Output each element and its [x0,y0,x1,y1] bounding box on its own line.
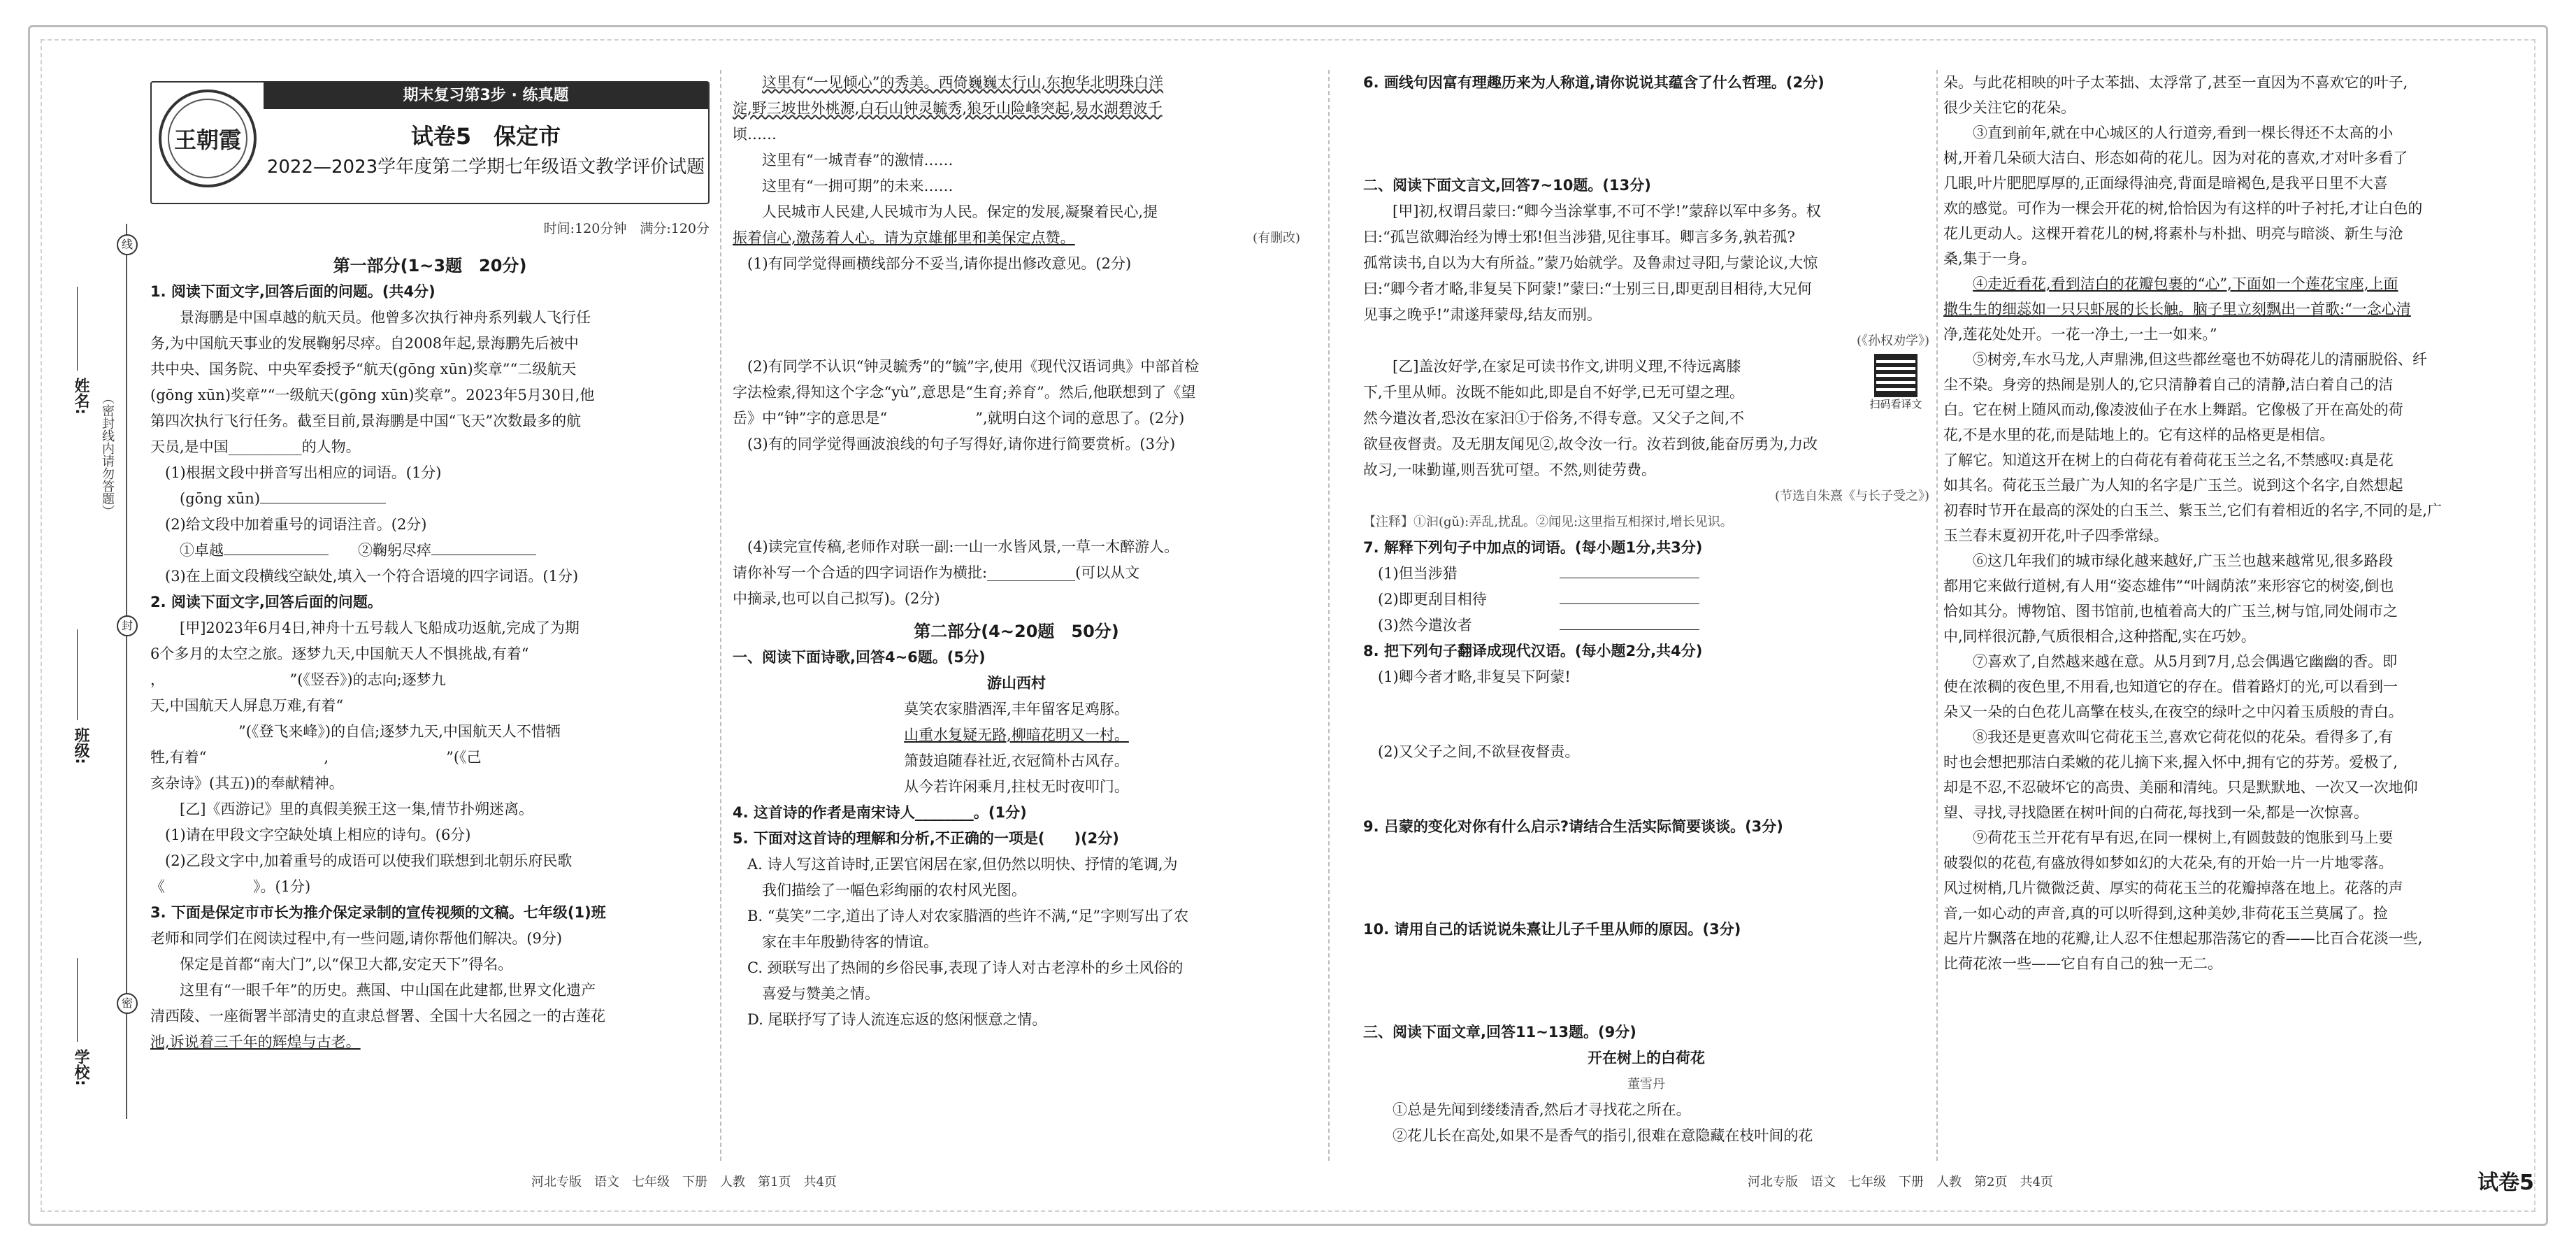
q1-text-line: (gōng xūn)奖章”“一级航天(gōng xūn)奖章”。2023年5月30日,他 [150,387,595,403]
jia-source: (《孙权劝学》) [1856,334,1929,348]
q3-intro-line: 淀,野三坡世外桃源,白石山钟灵毓秀,狼牙山险峰突起,易水湖碧波千 [733,100,1163,117]
q1-text-line: 景海鹏是中国卓越的航天员。他曾多次执行神舟系列载人飞行任 [180,309,591,326]
q7-item-2: (2)即更刮目相待 [1378,591,1487,608]
section-3-heading: 三、阅读下面文章,回答11~13题。(9分) [1363,1024,1636,1041]
essay-line: 花儿更动人。这棵开着花儿的树,将素朴与朴拙、明亮与暗淡、新生与沧 [1943,225,2403,242]
q7: 7. 解释下列句子中加点的词语。(每小题1分,共3分) [1363,539,1703,556]
binding-mark-feng: 封 [117,615,138,636]
binding-line [126,224,127,1119]
essay-line: 白。它在树上随风而动,像凌波仙子在水上舞蹈。它像极了开在高处的荷 [1943,401,2403,418]
q2-sub2-cont: 《 》。(1分) [150,878,311,895]
q1-sub1: (1)根据文段中拼音写出相应的词语。(1分) [165,464,442,481]
q5-option-c-cont: 喜爱与赞美之情。 [762,985,879,1002]
essay-line: 朵又一朵的白色花儿高擎在枝头,在夜空的绿叶之中闪着玉质般的青白。 [1943,703,2403,720]
yi-source: (节选自朱熹《与长子受之》) [1774,489,1929,503]
q1-text-line: 天员,是中国__________的人物。 [150,438,361,455]
jia-text-line: 曰:“卿今者才略,非复吴下阿蒙!”蒙曰:“士别三日,即更刮目相待,大兄何 [1363,280,1812,297]
q2-text-line: ”(《登飞来峰》)的自信;逐梦九天,中国航天人不惜牺 [150,723,561,740]
qr-label: 扫码看译文 [1869,398,1922,410]
essay-line: 玉兰春末夏初开花,叶子四季常绿。 [1943,527,2168,544]
essay-line: ⑧我还是更喜欢叫它荷花玉兰,喜欢它荷花似的花朵。看得多了,有 [1973,729,2394,745]
q1-pinyin: (gōng xūn) [180,490,261,507]
essay-line: ①总是先闻到缕缕清香,然后才寻找花之所在。 [1393,1101,1691,1118]
essay-line: 恰如其分。博物馆、图书馆前,也植着高大的广玉兰,树与馆,同处闹市之 [1943,603,2398,620]
essay-line: 花,不是水里的花,而是陆地上的。它有这样的品格更是相信。 [1943,427,2335,443]
essay-line: 望、寻找,寻找隐匿在树叶间的白荷花,每找到一朵,都是一次惊喜。 [1943,804,2369,821]
q3-sub1: (1)有同学觉得画横线部分不妥当,请你提出修改意见。(2分) [747,255,1132,272]
essay-line: 都用它来做行道树,有人用“姿态雄伟”“叶阔荫浓”来形容它的树姿,倒也 [1943,578,2394,594]
q8: 8. 把下列句子翻译成现代汉语。(每小题2分,共4分) [1363,643,1703,659]
q3-sub2-line: (2)有同学不认识“钟灵毓秀”的“毓”字,使用《现代汉语词典》中部首检 [747,358,1200,375]
essay-line: ②花儿长在高处,如果不是香气的指引,很难在意隐藏在枝叶间的花 [1393,1127,1813,1144]
essay-line: 净,莲花处处开。一花一净土,一土一如来。” [1943,326,2217,343]
essay-line: ⑦喜欢了,自然越来越在意。从5月到7月,总会偶遇它幽幽的香。即 [1973,653,2398,670]
q5-option-a: A. 诗人写这首诗时,正罢官闲居在家,但仍然以明快、抒情的笔调,为 [747,856,1178,873]
essay-line: 比荷花浓一些——它自有自己的独一无二。 [1943,955,2222,972]
essay-line: 桑,集于一身。 [1943,250,2036,267]
q1-word-a: ①卓越 [180,542,224,559]
paper-title: 试卷5 保定市 [410,123,561,150]
q8-item-1: (1)卿今者才略,非复吴下阿蒙! [1378,669,1571,685]
q7-item-1: (1)但当涉猎 [1378,565,1458,582]
essay-line: 了解它。知道这开在树上的白荷花有着荷花玉兰之名,不禁感叹:真是花 [1943,452,2394,469]
essay-line: 时也会想把那洁白柔嫩的花儿摘下来,握入怀中,拥有它的芬芳。爱极了, [1943,754,2398,771]
annotation-note: 【注释】①汩(gǔ):弄乱,扰乱。②闻见:这里指互相探讨,增长见识。 [1363,515,1733,529]
essay-line: 撒生生的细蕊如一只只虾展的长长触。脑子里立刻飘出一首歌:“一念心清 [1943,301,2411,317]
q8-item-2: (2)又父子之间,不欲昼夜督责。 [1378,743,1580,760]
review-step-band: 期末复习第3步 · 练真题 [264,83,708,109]
q7-item-3: (3)然今遣汝者 [1378,617,1472,634]
q2-heading: 2. 阅读下面文字,回答后面的问题。 [150,594,382,610]
q1-sub2: (2)给文段中加着重号的词语注音。(2分) [165,516,427,533]
yi-text-line: [乙]盖汝好学,在家足可读书作文,讲明义理,不待远离膝 [1393,358,1741,375]
essay-line: 初春时节开在最高的深处的白玉兰、紫玉兰,它们有着相近的名字,不同的是,广 [1943,502,2442,519]
essay-line: 风过树梢,几片微微泛黄、厚实的荷花玉兰的花瓣掉落在地上。花落的声 [1943,880,2403,896]
essay-line: 尘不染。身旁的热闹是别人的,它只清静着自己的清静,洁白着自己的洁 [1943,376,2394,393]
q3-intro-line: 振着信心,激荡着人心。请为京雄郁里和美保定点赞。 [733,229,1075,246]
binding-mark-mi: 密 [117,993,138,1014]
essay-title: 开在树上的白荷花 [1588,1050,1705,1066]
q5-option-b: B. “莫笑”二字,道出了诗人对农家腊酒的些许不满,“足”字则写出了农 [747,908,1189,924]
q3-sub2-line: 字法检索,得知这个字念“yù”,意思是“生育;养育”。然后,他联想到了《望 [733,384,1196,401]
poem-line: 山重水复疑无路,柳暗花明又一村。 [904,727,1129,743]
essay-line: 音,一如心动的声音,真的可以听得到,这种美妙,非荷花玉兰莫属了。捡 [1943,905,2388,922]
exam-header [150,81,710,204]
jia-text-line: 曰:“孤岂欲卿治经为博士邪!但当涉猎,见往事耳。卿言多务,孰若孤? [1363,229,1795,245]
essay-line: 起片片飘落在地的花瓣,让人忍不住想起那浩荡它的香——比百合花淡一些, [1943,930,2423,947]
poem-line: 箫鼓追随春社近,衣冠简朴古风存。 [904,752,1129,769]
essay-line: ⑥这几年我们的城市绿化越来越好,广玉兰也越来越常见,很多路段 [1973,552,2394,569]
essay-line: ⑨荷花玉兰开花有早有迟,在同一棵树上,有圆鼓鼓的饱胀到马上要 [1973,829,2394,846]
q3-intro-line: 人民城市人民建,人民城市为人民。保定的发展,凝聚着民心,提 [762,203,1158,220]
q2-sub1: (1)请在甲段文字空缺处填上相应的诗句。(6分) [165,827,471,843]
q1-text-line: 共中央、国务院、中央军委授予“航天(gōng xūn)奖章”“二级航天 [150,361,577,378]
qr-block[interactable] [1862,354,1929,411]
q3-sub3: (3)有的同学觉得画波浪线的句子写得好,请你进行简要赏析。(3分) [747,436,1176,452]
yi-text-line: 下,千里从师。汝既不能如此,即是自不好学,已无可望之理。 [1363,384,1745,401]
q3-intro-line: 这里有“一见倾心”的秀美。西倚巍巍太行山,东抱华北明珠白洋 [762,74,1164,91]
q3-text-line: 池,诉说着三千年的辉煌与古老。 [150,1034,361,1050]
column-divider [1936,70,1938,1161]
jia-text-line: [甲]初,权谓吕蒙曰:“卿今当涂掌事,不可不学!”蒙辞以军中多务。权 [1393,203,1821,220]
essay-line: ③直到前年,就在中心城区的人行道旁,看到一棵长得还不太高的小 [1973,124,2394,141]
binding-mark-xian: 线 [117,234,138,255]
section-1-heading: 一、阅读下面诗歌,回答4~6题。(5分) [733,649,986,666]
essay-line: 几眼,叶片肥肥厚厚的,正面绿得油亮,背面是暗褐色,是我平日里不大喜 [1943,175,2388,192]
q5-option-c: C. 颈联写出了热闹的乡俗民事,表现了诗人对古老淳朴的乡土风俗的 [747,959,1183,976]
footer-page-2: 河北专版 语文 七年级 下册 人教 第2页 共4页 [1748,1175,2053,1189]
column-divider [720,70,721,1161]
q3-intro-line: 这里有“一城青春”的激情…… [762,152,954,169]
part-1-heading: 第一部分(1~3题 20分) [333,256,527,276]
q7-blank-2[interactable] [1560,603,1699,604]
time-score-info: 时间:120分钟 满分:120分 [543,221,710,236]
essay-line: 树,开着几朵硕大洁白、形态如荷的花儿。因为对花的喜欢,才对叶多看了 [1943,150,2408,166]
school-label: 学校: [72,1049,89,1086]
essay-line: 朵。与此花相映的叶子太苯拙、太浮常了,甚至一直因为不喜欢它的叶子, [1943,74,2408,91]
q7-blank-3[interactable] [1560,629,1699,630]
jia-text-line: 孤常读书,自以为大有所益。”蒙乃始就学。及鲁肃过寻阳,与蒙论议,大惊 [1363,255,1818,271]
binding-note: （密封线内请勿答题） [100,392,115,517]
q3-sub4-line: 中摘录,也可以自己拟写)。(2分) [733,590,940,607]
paper-tag: 试卷5 [2477,1171,2534,1195]
q1-heading: 1. 阅读下面文字,回答后面的问题。(共4分) [150,283,436,300]
jia-text-line: 见事之晚乎!”肃遂拜蒙母,结友而别。 [1363,306,1602,323]
q2-text-line: [乙]《西游记》里的真假美猴王这一集,情节扑朔迷离。 [180,801,534,817]
q9: 9. 吕蒙的变化对你有什么启示?请结合生活实际简要谈谈。(3分) [1363,818,1783,835]
q2-text-line: 亥杂诗》(其五))的奉献精神。 [150,775,344,792]
name-label: 姓名: [72,378,89,415]
q2-text-line: 牲,有着“ , ”(《己 [150,749,482,766]
q2-text-line: ， ”(《竖吞》)的志向;逐梦九 [150,671,446,688]
q5: 5. 下面对这首诗的理解和分析,不正确的一项是( )(2分) [733,830,1119,847]
name-line [77,287,78,371]
essay-line: 中,同样很沉静,气质很相合,这种搭配,实在巧妙。 [1943,628,2256,645]
essay-line: ⑤树旁,车水马龙,人声鼎沸,但这些都丝毫也不妨碍花儿的清丽脱俗、纤 [1973,351,2428,368]
paper-subtitle: 2022—2023学年度第二学期七年级语文教学评价试题 [266,157,705,178]
q4: 4. 这首诗的作者是南宋诗人________。(1分) [733,804,1027,821]
class-line [77,629,78,720]
section-2-heading: 二、阅读下面文言文,回答7~10题。(13分) [1363,177,1651,194]
column-3 [1363,70,1929,1161]
q3-text-line: 清西陵、一座衙署半部清史的直隶总督署、全国十大名园之一的古莲花 [150,1008,605,1024]
essay-author: 董雪丹 [1627,1077,1665,1092]
essay-line: ④走近看花,看到洁白的花瓣包裹的“心”,下面如一个莲花宝座,上面 [1973,276,2398,292]
q2-sub2: (2)乙段文字中,加着重号的成语可以使我们联想到北朝乐府民歌 [165,852,573,869]
poem-title: 游山西村 [987,675,1046,692]
q10: 10. 请用自己的话说说朱熹让儿子千里从师的原因。(3分) [1363,921,1741,938]
essay-line: 破裂似的花苞,有盛放得如梦如幻的大花朵,有的开始一片一片地零落。 [1943,855,2394,871]
essay-line: 使在浓稠的夜色里,不用看,也知道它的存在。借着路灯的光,可以看到一 [1943,678,2398,695]
q2-text-line: [甲]2023年6月4日,神舟十五号载人飞船成功返航,完成了为期 [180,620,580,636]
qr-code-icon[interactable] [1874,354,1917,397]
q6: 6. 画线句因富有理趣历来为人称道,请你说说其蕴含了什么哲理。(2分) [1363,74,1825,91]
q3-intro-line: 这里有“一拥可期”的未来…… [762,178,954,194]
q3-text-line: 这里有“一眼千年”的历史。燕国、中山国在此建都,世界文化遗产 [180,982,596,999]
q3-sub2-line: 岳》中“钟”字的意思是“ ”,就明白这个词的意思了。(2分) [733,410,1185,427]
q3-source: (有删改) [1252,231,1300,245]
column-4 [1943,70,2503,1161]
yi-text-line: 故习,一味勤谨,则吾犹可望。不然,则徒劳费。 [1363,462,1657,478]
essay-line: 如其名。荷花玉兰最广为人知的名字是广玉兰。说到这个名字,自然想起 [1943,477,2403,494]
q5-option-d: D. 尾联抒写了诗人流连忘返的悠闲惬意之情。 [747,1011,1047,1028]
poem-line: 莫笑农家腊酒浑,丰年留客足鸡豚。 [904,701,1129,717]
q1-text-line: 务,为中国航天事业的发展鞠躬尽瘁。自2008年起,景海鹏先后被中 [150,335,579,352]
school-line [77,958,78,1042]
q2-text-line: 6个多月的太空之旅。逐梦九天,中国航天人不惧挑战,有着“ [150,645,529,662]
q3-sub4-line: (4)读完宣传稿,老师作对联一副:一山一水皆风景,一草一木醉游人。 [747,538,1179,555]
q3-intro-line: 顷…… [733,126,777,143]
q3-text-line: 保定是首都“南大门”,以“保卫大都,安定天下”得名。 [180,956,513,973]
logo-text: 王朝霞 [168,99,247,178]
q3-heading: 3. 下面是保定市市长为推介保定录制的宣传视频的文稿。七年级(1)班 [150,904,606,921]
class-label: 班级: [72,727,89,764]
yi-text-line: 然今遣汝者,恐汝在家汩①于俗务,不得专意。又父子之间,不 [1363,410,1745,427]
q5-option-b-cont: 家在丰年殷勤待客的情谊。 [762,934,938,950]
q1-text-line: 第四次执行飞行任务。截至目前,景海鹏是中国“飞天”次数最多的航 [150,413,582,429]
q2-text-line: 天,中国航天人屏息万难,有着“ [150,697,344,714]
column-2 [733,70,1300,1161]
logo [159,90,257,187]
footer-page-1: 河北专版 语文 七年级 下册 人教 第1页 共4页 [531,1175,837,1189]
yi-text-line: 欲昼夜督责。及无朋友闻见②,故令汝一行。汝若到彼,能奋厉勇为,力改 [1363,436,1818,452]
poem-line: 从今若许闲乘月,拄杖无时夜叩门。 [904,778,1129,795]
part-2-heading: 第二部分(4~20题 50分) [914,622,1119,641]
q3-heading-cont: 老师和同学们在阅读过程中,有一些问题,请你帮他们解决。(9分) [150,930,563,947]
q5-option-a-cont: 我们描绘了一幅色彩绚丽的农村风光图。 [762,882,1026,899]
q1-sub3: (3)在上面文段横线空缺处,填入一个符合语境的四字词语。(1分) [165,568,579,585]
essay-line: 欢的感觉。可作为一棵会开花的树,恰恰因为有这样的叶子衬托,才让白色的 [1943,200,2423,217]
q3-sub4-line: 请你补写一个合适的四字词语作为横批:____________(可以从文 [733,564,1140,581]
essay-line: 很少关注它的花朵。 [1943,99,2075,116]
column-divider [1328,70,1330,1161]
q1-word-b: ②鞠躬尽瘁 [358,542,431,559]
column-1 [150,253,710,1162]
essay-line: 却是不忍,不忍破坏它的高贵、美丽和清纯。只是默默地、一次又一次地仰 [1943,779,2418,796]
